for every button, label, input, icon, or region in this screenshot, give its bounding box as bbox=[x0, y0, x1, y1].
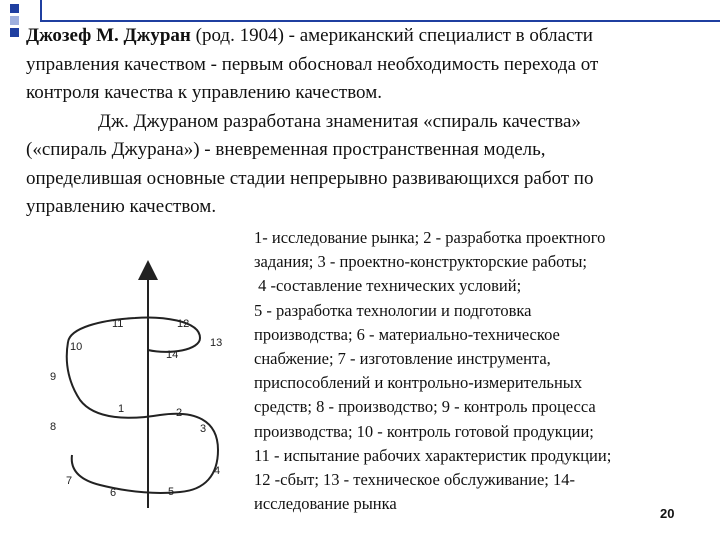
stages-line: 11 - испытание рабочих характеристик продукции; bbox=[254, 445, 612, 465]
paragraph-2-line-4: управлению качеством. bbox=[26, 196, 217, 217]
intro-text bbox=[26, 22, 698, 222]
intro-line-1: (род. 1904) - американский специалист в области bbox=[190, 25, 593, 46]
spiral-label-14: 14 bbox=[166, 349, 179, 361]
stages-line: снабжение; 7 - изготовление инструмента, bbox=[254, 349, 551, 369]
spiral-label-3: 3 bbox=[200, 423, 207, 435]
spiral-label-11: 11 bbox=[112, 318, 124, 330]
paragraph-2-line-2: («спираль Джурана») - вневременная пространственная модель, bbox=[26, 139, 546, 160]
decorative-vertical-rule bbox=[40, 0, 42, 22]
spiral-label-13: 13 bbox=[210, 337, 223, 349]
juran-spiral-diagram bbox=[40, 250, 250, 510]
spiral-label-7: 7 bbox=[66, 475, 73, 487]
decorative-bullets bbox=[10, 4, 19, 40]
spiral-label-6: 6 bbox=[110, 487, 117, 499]
paragraph-2-line-3: определившая основные стадии непрерывно развивающихся работ по bbox=[26, 167, 594, 189]
stages-line: производства; 6 - материально-техническое bbox=[254, 324, 560, 344]
square-bullet-icon bbox=[10, 16, 19, 25]
paragraph-2-line-1: Дж. Джураном разработана знаменитая «спираль качества» bbox=[98, 110, 581, 132]
stages-line: исследование рынка bbox=[254, 494, 397, 514]
stages-line: производства; 10 - контроль готовой продукции; bbox=[254, 421, 594, 441]
stages-line: 4 -составление технических условий; bbox=[254, 276, 522, 296]
spiral-label-8: 8 bbox=[50, 421, 57, 433]
spiral-label-12: 12 bbox=[177, 318, 190, 330]
spiral-label-4: 4 bbox=[214, 465, 221, 477]
person-name: Джозеф М. Джуран bbox=[26, 25, 191, 46]
page-number: 20 bbox=[660, 506, 675, 521]
stages-list bbox=[254, 226, 704, 516]
stages-line: приспособлений и контрольно-измерительных bbox=[254, 373, 583, 393]
square-bullet-icon bbox=[10, 4, 19, 13]
spiral-label-1: 1 bbox=[118, 403, 125, 415]
spiral-label-10: 10 bbox=[70, 341, 83, 353]
square-bullet-icon bbox=[10, 28, 19, 37]
stages-line: задания; 3 - проектно-конструкторские работы; bbox=[254, 252, 588, 272]
stages-line: 5 - разработка технологии и подготовка bbox=[254, 300, 532, 320]
stages-line: средств; 8 - производство; 9 - контроль процесса bbox=[254, 397, 596, 417]
intro-line-3: контроля качества к управлению качеством. bbox=[26, 82, 382, 103]
stages-line: 12 -сбыт; 13 - техническое обслуживание; 14- bbox=[254, 470, 576, 490]
spiral-label-5: 5 bbox=[168, 486, 175, 498]
spiral-label-9: 9 bbox=[50, 371, 57, 383]
intro-line-2: управления качеством - первым обосновал необходимость перехода от bbox=[26, 53, 599, 75]
stages-line: 1- исследование рынка; 2 - разработка проектного bbox=[254, 228, 606, 247]
spiral-curve bbox=[67, 318, 221, 493]
spiral-label-2: 2 bbox=[176, 407, 183, 419]
